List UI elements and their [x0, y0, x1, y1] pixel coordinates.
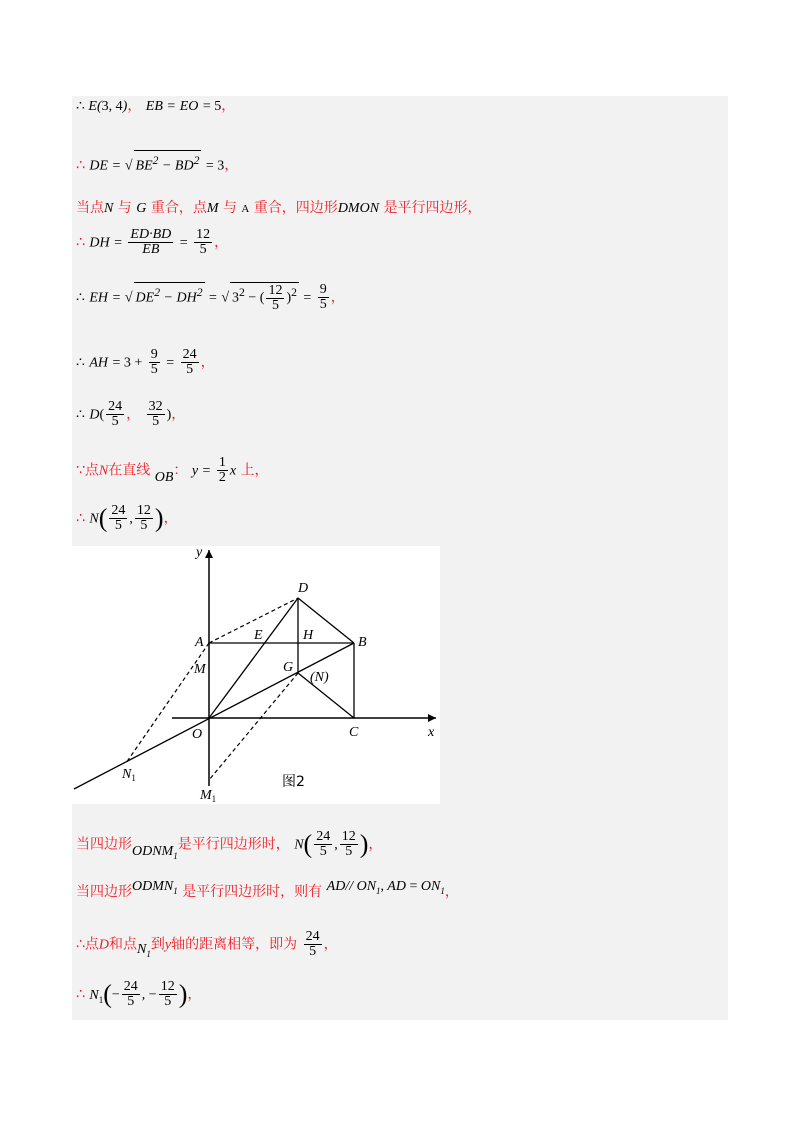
solution-line-2: ∴ DE = √ $BE^2 - BD^2 = 3$， [76, 150, 238, 177]
solution-line-7: ∴ D( $\frac{24}{5}$ ， $\frac{32}{5}$ )， [76, 399, 186, 429]
label-m1: $M_1$ [200, 788, 217, 804]
y-axis-arrow [205, 550, 213, 558]
solution-line-13: ∴ $N_1(-$ $\frac{24}{5}$ , − $\frac{12}{5}$ )， [76, 979, 202, 1009]
solution-line-8: ∵点N在直线 OB： y = $\frac{1}{2}$ x 上， [76, 455, 269, 485]
solution-line-4: ∴ DH = $\frac{ED\cdot BD}{EB}$ = $\frac{12}{5}$ ， [76, 227, 229, 257]
label-o: O [192, 727, 203, 742]
solution-line-1: ∴ E(3, 4)， EB = EO = 5， [76, 98, 236, 114]
solution-line-12: ∴点D和点$N_1$到y轴的距离相等，即为 $\frac{24}{5}$ ， [76, 929, 338, 959]
label-m: M [194, 662, 206, 677]
figure-caption: 图2 [282, 774, 305, 790]
segment-gm1-dashed [209, 673, 298, 780]
label-a: A [195, 635, 204, 650]
x-axis-arrow [428, 714, 436, 722]
label-c: C [349, 725, 359, 740]
solution-line-6: ∴ AH = 3 + $\frac{9}{5}$ = $\frac{24}{5}$ ， [76, 347, 215, 377]
label-n: (N) [310, 670, 329, 685]
label-e: E [254, 628, 263, 643]
label-d: D [298, 581, 309, 596]
label-y: y [196, 546, 203, 560]
label-h: H [303, 628, 314, 643]
solution-line-3: 当点N 与 G 重合，点M 与 A 重合，四边形DMON 是平行四边形， [76, 200, 482, 216]
label-b: B [358, 635, 367, 650]
label-n1: $N_1$ [122, 767, 136, 783]
label-x: x [428, 725, 435, 740]
solution-line-9: ∴ N( $\frac{24}{5}$ , $\frac{12}{5}$ )， [76, 503, 178, 533]
label-g: G [283, 660, 294, 675]
segment-do [209, 598, 298, 718]
solution-line-10: 当四边形$ODNM_1$是平行四边形时， N( $\frac{24}{5}$ , $\frac{12}{5}$ )， [76, 829, 383, 861]
solution-line-11: 当四边形$ODMN_1$ 是平行四边形时，则有 AD// $ON_1$, AD = $ON_1$， [76, 879, 459, 900]
coordinate-diagram [72, 546, 440, 804]
solution-line-5: ∴ EH = √ $DE^2 - DH^2$ = √ $3^2$ − ( $\frac{12}{5}$ )$^2$ = $\frac{9}{5}$ ， [76, 282, 345, 313]
segment-an1-dashed [126, 643, 209, 763]
line-ob [74, 643, 354, 789]
geometry-figure [72, 546, 440, 804]
